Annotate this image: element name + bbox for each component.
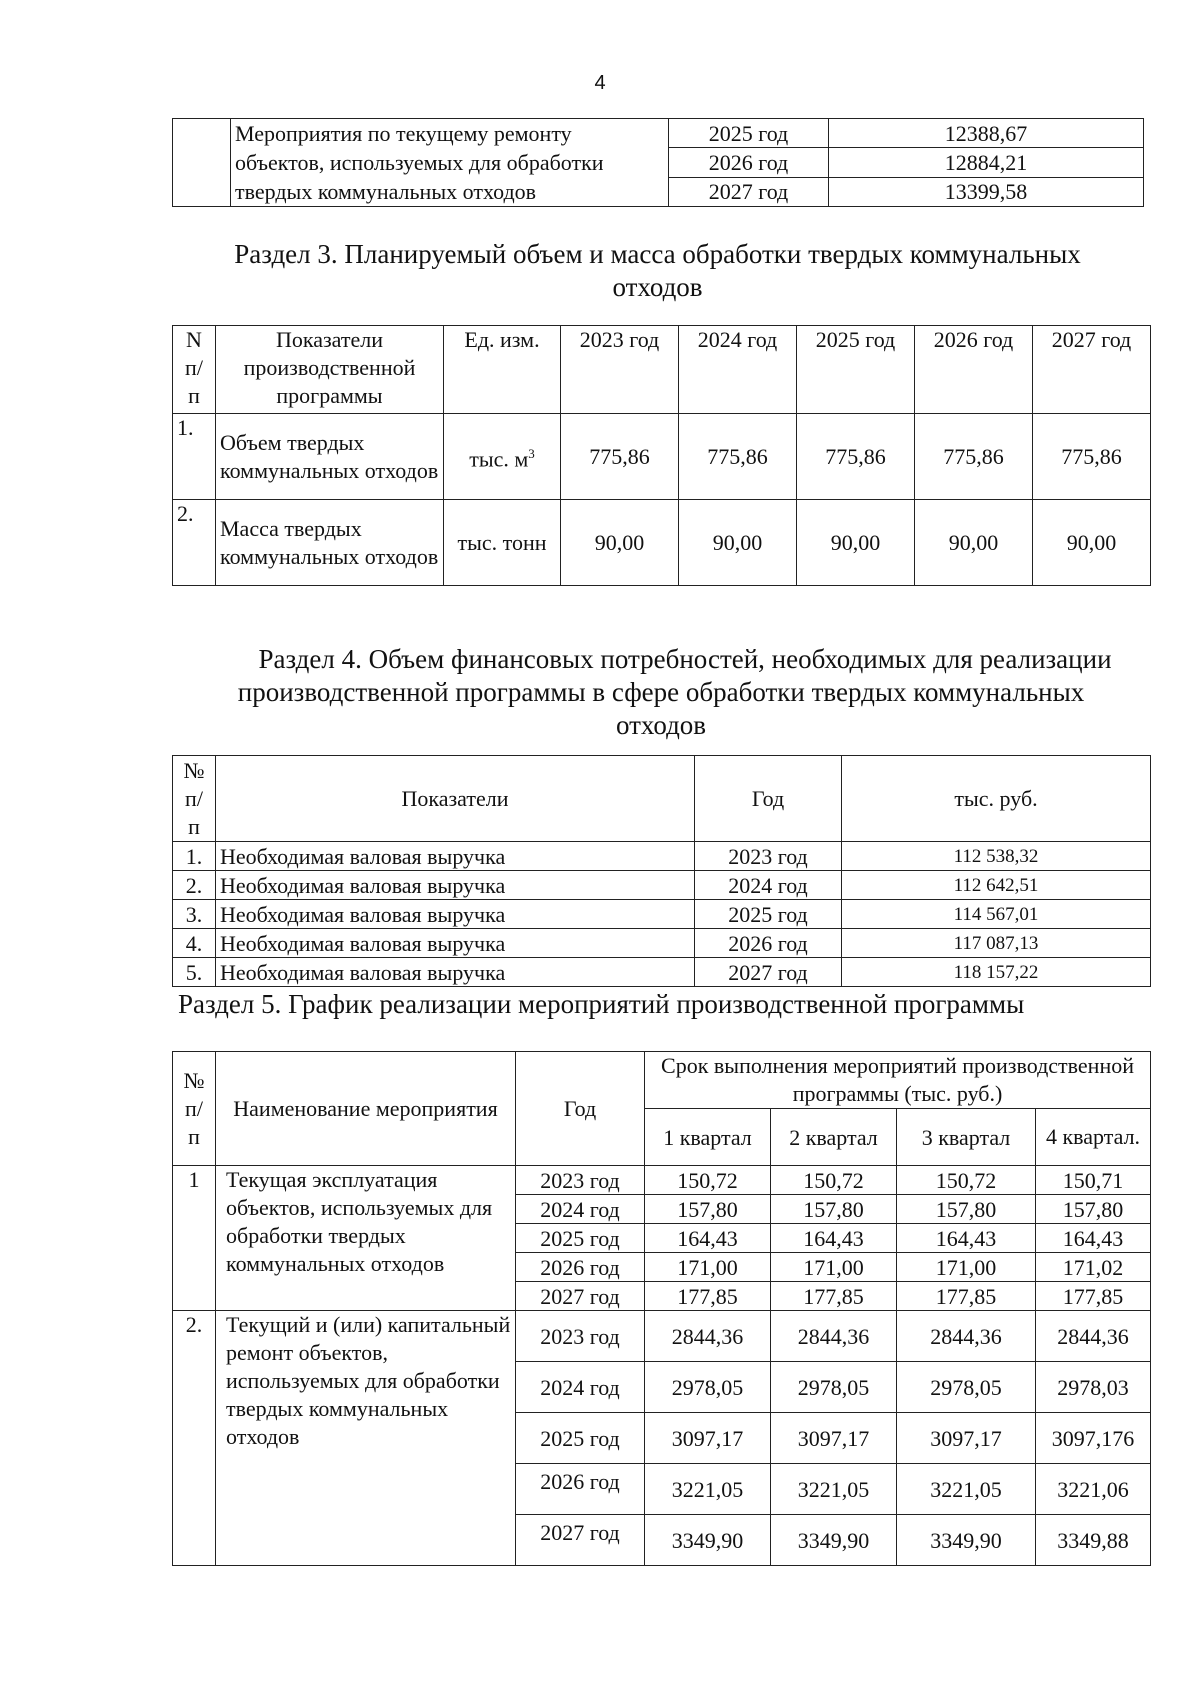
s3-unit-text: тыс. тонн (457, 530, 547, 555)
s5-header-q4: 4 квартал. (1036, 1109, 1151, 1166)
s4-header-amount: тыс. руб. (842, 756, 1151, 842)
section3-title (172, 238, 1143, 304)
s3-header-unit: Ед. изм. (444, 326, 561, 414)
s4-header-num: № п/ п (173, 756, 216, 842)
s5-row-year: 2026 год (516, 1464, 645, 1515)
s5-row-q1: 150,72 (645, 1166, 771, 1195)
section4-title-line2: производственной программы в сфере обработки твердых коммунальных (237, 677, 1085, 707)
section3-table (172, 325, 1151, 586)
s3-row-value: 775,86 (679, 414, 797, 500)
continuation-value: 12884,21 (829, 148, 1144, 177)
s5-row-q1: 157,80 (645, 1195, 771, 1224)
s4-row-num: 1. (173, 842, 216, 871)
s5-row-q2: 157,80 (771, 1195, 897, 1224)
s5-row-year: 2025 год (516, 1224, 645, 1253)
s5-group-num: 2. (173, 1311, 216, 1566)
section5-table (172, 1051, 1151, 1566)
continuation-num-cell (173, 119, 231, 207)
s5-row-q4: 3221,06 (1036, 1464, 1151, 1515)
s4-row-num: 2. (173, 871, 216, 900)
page-number: 4 (594, 72, 606, 94)
s4-row-amount: 114 567,01 (842, 900, 1151, 929)
s5-row-year: 2024 год (516, 1195, 645, 1224)
s5-row-q4: 177,85 (1036, 1282, 1151, 1311)
s5-row-q4: 3097,176 (1036, 1413, 1151, 1464)
s5-row-year: 2023 год (516, 1311, 645, 1362)
s5-header-year: Год (516, 1052, 645, 1166)
s5-row-year: 2024 год (516, 1362, 645, 1413)
s5-row-q3: 2844,36 (897, 1311, 1036, 1362)
s3-header-indicator: Показатели производственной программы (216, 326, 444, 414)
s3-row-num: 1. (173, 414, 216, 500)
s5-row-q1: 164,43 (645, 1224, 771, 1253)
section4-title-line1: Раздел 4. Объем финансовых потребностей, необходимых для реализации (258, 644, 1112, 674)
s5-row-q1: 3349,90 (645, 1515, 771, 1566)
s5-row-year: 2027 год (516, 1282, 645, 1311)
s3-row-unit (444, 500, 561, 586)
s3-row-value: 90,00 (679, 500, 797, 586)
s4-row-name: Необходимая валовая выручка (216, 929, 695, 958)
s4-row-year: 2024 год (695, 871, 842, 900)
s3-header-year: 2023 год (561, 326, 679, 414)
s5-row-q3: 2978,05 (897, 1362, 1036, 1413)
s3-unit-sup: 3 (528, 446, 535, 462)
s5-row-q2: 3349,90 (771, 1515, 897, 1566)
s3-row-value: 90,00 (797, 500, 915, 586)
s5-row-q3: 3221,05 (897, 1464, 1036, 1515)
s5-row-q1: 171,00 (645, 1253, 771, 1282)
s3-unit-text: тыс. м (469, 446, 529, 472)
s3-header-num: N п/ п (173, 326, 216, 414)
section4-title (172, 643, 1150, 742)
s5-row-q2: 177,85 (771, 1282, 897, 1311)
s4-row-name: Необходимая валовая выручка (216, 958, 695, 987)
s4-row-amount: 112 538,32 (842, 842, 1151, 871)
continuation-value: 12388,67 (829, 119, 1144, 148)
s5-row-q2: 2978,05 (771, 1362, 897, 1413)
s5-header-span: Срок выполнения мероприятий производственной программы (тыс. руб.) (645, 1052, 1151, 1109)
s3-row-name: Объем твердых коммунальных отходов (216, 414, 444, 500)
s3-header-year: 2025 год (797, 326, 915, 414)
s4-row-name: Необходимая валовая выручка (216, 900, 695, 929)
s5-row-q1: 2978,05 (645, 1362, 771, 1413)
s5-row-q1: 2844,36 (645, 1311, 771, 1362)
s5-row-q3: 157,80 (897, 1195, 1036, 1224)
s5-row-q2: 3221,05 (771, 1464, 897, 1515)
s4-row-num: 3. (173, 900, 216, 929)
section4-title-line3: отходов (615, 710, 707, 740)
s5-header-q1: 1 квартал (645, 1109, 771, 1166)
section4-table (172, 755, 1151, 987)
s5-row-q1: 177,85 (645, 1282, 771, 1311)
s5-group-name: Текущий и (или) капитальный ремонт объектов, используемых для обработки твердых коммунальных отходов (216, 1311, 516, 1566)
s4-row-year: 2025 год (695, 900, 842, 929)
s5-row-q4: 3349,88 (1036, 1515, 1151, 1566)
s4-row-name: Необходимая валовая выручка (216, 842, 695, 871)
s4-row-amount: 117 087,13 (842, 929, 1151, 958)
s5-row-q3: 3349,90 (897, 1515, 1036, 1566)
s4-row-amount: 118 157,22 (842, 958, 1151, 987)
s5-row-q2: 2844,36 (771, 1311, 897, 1362)
section5-title: Раздел 5. График реализации мероприятий производственной программы (178, 989, 1025, 1019)
s3-row-value: 90,00 (561, 500, 679, 586)
s5-row-q3: 3097,17 (897, 1413, 1036, 1464)
continuation-year: 2025 год (669, 119, 829, 148)
s3-row-num: 2. (173, 500, 216, 586)
s5-row-q4: 2978,03 (1036, 1362, 1151, 1413)
s3-header-year: 2026 год (915, 326, 1033, 414)
s3-header-year: 2027 год (1033, 326, 1151, 414)
s5-row-q3: 171,00 (897, 1253, 1036, 1282)
s3-row-value: 90,00 (1033, 500, 1151, 586)
s5-row-q2: 171,00 (771, 1253, 897, 1282)
s5-group-num: 1 (173, 1166, 216, 1311)
s5-row-q2: 164,43 (771, 1224, 897, 1253)
s3-row-value: 775,86 (797, 414, 915, 500)
s4-header-indicator: Показатели (216, 756, 695, 842)
continuation-year: 2027 год (669, 177, 829, 206)
continuation-table (172, 118, 1144, 207)
continuation-year: 2026 год (669, 148, 829, 177)
s4-row-year: 2023 год (695, 842, 842, 871)
s3-row-unit (444, 414, 561, 500)
s5-row-q2: 150,72 (771, 1166, 897, 1195)
s4-row-num: 4. (173, 929, 216, 958)
s4-row-year: 2027 год (695, 958, 842, 987)
s3-row-value: 775,86 (915, 414, 1033, 500)
s4-row-name: Необходимая валовая выручка (216, 871, 695, 900)
s5-row-q4: 150,71 (1036, 1166, 1151, 1195)
s5-row-q4: 164,43 (1036, 1224, 1151, 1253)
s4-row-num: 5. (173, 958, 216, 987)
s5-row-year: 2027 год (516, 1515, 645, 1566)
s3-header-year: 2024 год (679, 326, 797, 414)
s5-header-name: Наименование мероприятия (216, 1052, 516, 1166)
s5-group-name: Текущая эксплуатация объектов, используемых для обработки твердых коммунальных отходов (216, 1166, 516, 1311)
s5-header-q3: 3 квартал (897, 1109, 1036, 1166)
s3-row-value: 90,00 (915, 500, 1033, 586)
s5-row-q3: 150,72 (897, 1166, 1036, 1195)
continuation-activity: Мероприятия по текущему ремонту объектов, используемых для обработки твердых коммунальных отходов (231, 119, 669, 207)
s5-row-q3: 177,85 (897, 1282, 1036, 1311)
section3-title-line2: отходов (612, 272, 703, 302)
s5-row-q1: 3097,17 (645, 1413, 771, 1464)
s5-row-q4: 157,80 (1036, 1195, 1151, 1224)
s4-row-amount: 112 642,51 (842, 871, 1151, 900)
s5-row-year: 2026 год (516, 1253, 645, 1282)
s5-row-q4: 171,02 (1036, 1253, 1151, 1282)
s5-row-q2: 3097,17 (771, 1413, 897, 1464)
section3-title-line1: Раздел 3. Планируемый объем и масса обработки твердых коммунальных (234, 239, 1081, 269)
s5-header-q2: 2 квартал (771, 1109, 897, 1166)
s3-row-name: Масса твердых коммунальных отходов (216, 500, 444, 586)
s5-row-q4: 2844,36 (1036, 1311, 1151, 1362)
s5-header-num: № п/ п (173, 1052, 216, 1166)
s5-row-year: 2023 год (516, 1166, 645, 1195)
s3-row-value: 775,86 (561, 414, 679, 500)
s4-row-year: 2026 год (695, 929, 842, 958)
s5-row-q1: 3221,05 (645, 1464, 771, 1515)
continuation-value: 13399,58 (829, 177, 1144, 206)
s3-row-value: 775,86 (1033, 414, 1151, 500)
s4-header-year: Год (695, 756, 842, 842)
s5-row-q3: 164,43 (897, 1224, 1036, 1253)
s5-row-year: 2025 год (516, 1413, 645, 1464)
